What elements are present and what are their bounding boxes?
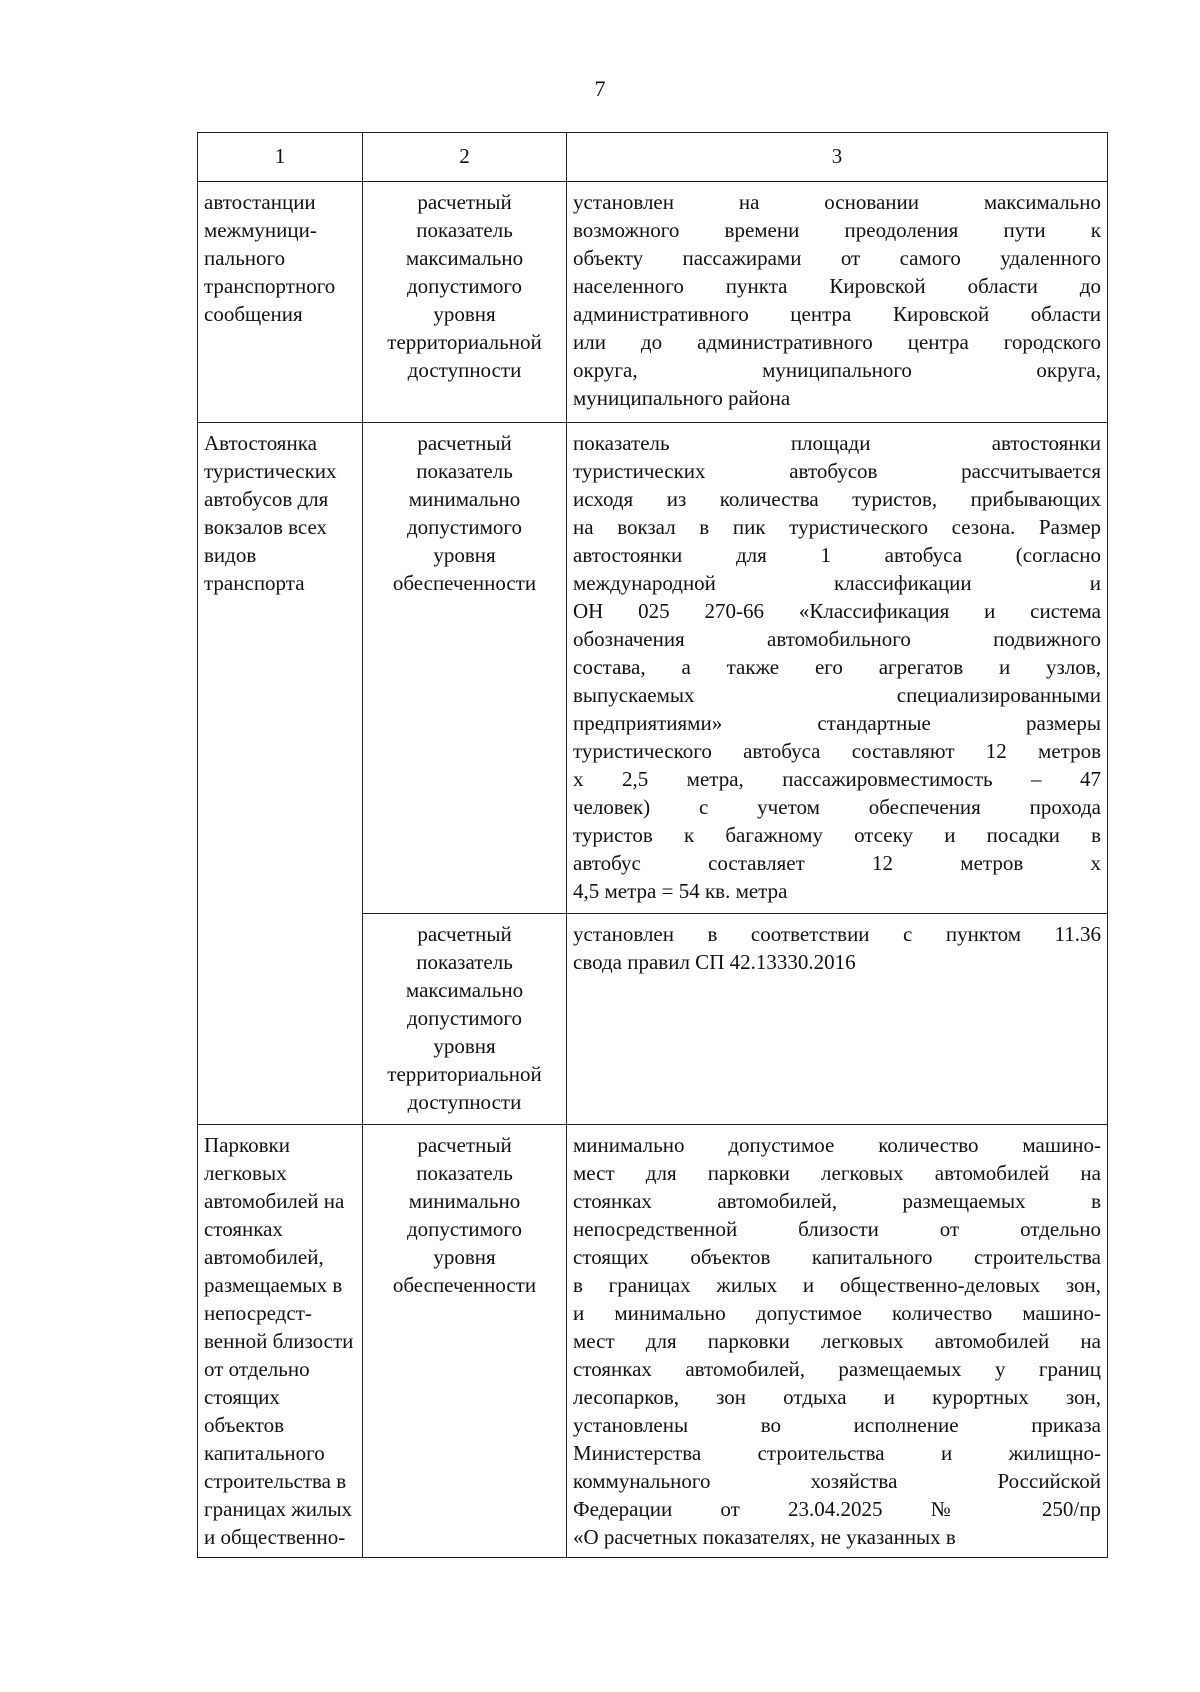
cell-text-line: показатель (416, 950, 513, 974)
cell-text-line: показатель (416, 218, 513, 242)
cell-text-line: пального (204, 246, 286, 270)
cell-text-line: лесопарков, зон отдыха и курортных зон, (573, 1385, 1101, 1409)
cell-text-line: расчетный (417, 1133, 512, 1157)
cell-text-line: от отдельно (204, 1357, 310, 1381)
cell-text-line: мест для парковки легковых автомобилей на (573, 1329, 1101, 1353)
page-number: 7 (594, 76, 606, 101)
cell-text-line: выпускаемых специализированными (573, 683, 1101, 707)
cell-text-line: уровня (433, 543, 496, 567)
cell-text-line: транспорта (204, 571, 305, 595)
cell-text-line: возможного времени преодоления пути к (573, 218, 1101, 242)
cell-text-line: стоящих объектов капитального строительства (573, 1245, 1101, 1269)
cell-text-line: установлен в соответствии с пунктом 11.36 (573, 922, 1101, 946)
cell-text-line: туристических (204, 459, 337, 483)
cell-text-line: доступности (407, 358, 522, 382)
cell-text-line: расчетный (417, 431, 512, 455)
cell-text-line: венной близости (204, 1329, 354, 1353)
cell-text-line: округа, муниципального округа, (573, 358, 1101, 382)
cell-text-line: туристов к багажному отсеку и посадки в (573, 823, 1101, 847)
cell-text-line: минимально допустимое количество машино- (573, 1133, 1101, 1157)
cell-text-line: «О расчетных показателях, не указанных в (573, 1525, 956, 1549)
cell-text-line: человек) с учетом обеспечения прохода (573, 795, 1101, 819)
indicator-type-cell (363, 423, 567, 914)
cell-text-line: предприятиями» стандартные размеры (573, 711, 1101, 735)
cell-text-line: непосредственной близости от отдельно (573, 1217, 1101, 1241)
cell-text-line: минимально (408, 487, 521, 511)
indicator-description-cell (567, 182, 1108, 423)
cell-text-line: территориальной (387, 1062, 542, 1086)
cell-text-line: или до административного центра городского (573, 330, 1101, 354)
object-name-cell (198, 182, 363, 423)
cell-text-line: максимально (405, 246, 524, 270)
table-row (198, 423, 1108, 914)
cell-text-line: стоящих (204, 1385, 280, 1409)
indicator-description-cell (567, 914, 1108, 1125)
cell-text-line: автобус составляет 12 метров х (573, 851, 1101, 875)
cell-text-line: обеспеченности (392, 571, 537, 595)
cell-text-line: муниципального района (573, 386, 791, 410)
cell-text-line: туристических автобусов рассчитывается (573, 459, 1101, 483)
cell-text-line: Парковки (204, 1133, 290, 1157)
table-header-row (198, 133, 1108, 182)
cell-text-line: допустимого (406, 1006, 523, 1030)
cell-text-line: автобусов для (204, 487, 329, 511)
cell-text-line: допустимого (406, 515, 523, 539)
cell-text-line: административного центра Кировской области (573, 302, 1101, 326)
cell-text-line: Федерации от 23.04.2025 № 250/пр (573, 1497, 1101, 1521)
cell-text-line: уровня (433, 1034, 496, 1058)
cell-text-line: х 2,5 метра, пассажировместимость – 47 (573, 767, 1101, 791)
cell-text-line: капитального (204, 1441, 325, 1465)
column-header-3: 3 (567, 133, 1108, 182)
cell-text-line: ОН 025 270-66 «Классификация и система (573, 599, 1101, 623)
indicator-type-cell (363, 914, 567, 1125)
cell-text-line: туристического автобуса составляют 12 метров (573, 739, 1101, 763)
cell-text-line: свода правил СП 42.13330.2016 (573, 950, 856, 974)
column-header-1: 1 (198, 133, 363, 182)
cell-text-line: расчетный (417, 922, 512, 946)
object-name-cell (198, 423, 363, 1125)
indicator-type-cell (363, 1125, 567, 1558)
indicator-description-cell (567, 1125, 1108, 1558)
cell-text-line: коммунального хозяйства Российской (573, 1469, 1101, 1493)
cell-text-line: межмуници- (204, 218, 317, 242)
cell-text-line: стоянках автомобилей, размещаемых в (573, 1189, 1101, 1213)
cell-text-line: территориальной (387, 330, 542, 354)
cell-text-line: 4,5 метра = 54 кв. метра (573, 879, 788, 903)
column-header-2: 2 (363, 133, 567, 182)
table-row (198, 182, 1108, 423)
cell-text-line: автостанции (204, 190, 316, 214)
table-row (198, 1125, 1108, 1558)
cell-text-line: строительства в (204, 1469, 347, 1493)
cell-text-line: объектов (204, 1413, 285, 1437)
cell-text-line: показатель площади автостоянки (573, 431, 1101, 455)
cell-text-line: стоянках автомобилей, размещаемых у границ (573, 1357, 1101, 1381)
cell-text-line: объекту пассажирами от самого удаленного (573, 246, 1101, 270)
cell-text-line: установлены во исполнение приказа (573, 1413, 1101, 1437)
cell-text-line: стоянках (204, 1217, 283, 1241)
cell-text-line: доступности (407, 1090, 522, 1114)
cell-text-line: непосредст- (204, 1301, 312, 1325)
cell-text-line: исходя из количества туристов, прибывающих (573, 487, 1101, 511)
cell-text-line: границах жилых (204, 1497, 353, 1521)
cell-text-line: показатель (416, 459, 513, 483)
cell-text-line: автомобилей на (204, 1189, 345, 1213)
normatives-table (197, 132, 1108, 1558)
cell-text-line: автостоянки для 1 автобуса (согласно (573, 543, 1101, 567)
object-name-cell (198, 1125, 363, 1558)
cell-text-line: автомобилей, (204, 1245, 324, 1269)
cell-text-line: уровня (433, 1245, 496, 1269)
cell-text-line: видов (204, 543, 257, 567)
cell-text-line: сообщения (204, 302, 303, 326)
indicator-type-cell (363, 182, 567, 423)
cell-text-line: в границах жилых и общественно-деловых зон, (573, 1273, 1101, 1297)
cell-text-line: мест для парковки легковых автомобилей на (573, 1161, 1101, 1185)
cell-text-line: и общественно- (204, 1525, 346, 1549)
indicator-description-cell (567, 423, 1108, 914)
cell-text-line: транспортного (204, 274, 336, 298)
cell-text-line: размещаемых в (204, 1273, 343, 1297)
cell-text-line: и минимально допустимое количество машино- (573, 1301, 1101, 1325)
cell-text-line: населенного пункта Кировской области до (573, 274, 1101, 298)
cell-text-line: обеспеченности (392, 1273, 537, 1297)
cell-text-line: установлен на основании максимально (573, 190, 1101, 214)
cell-text-line: допустимого (406, 1217, 523, 1241)
cell-text-line: показатель (416, 1161, 513, 1185)
cell-text-line: состава, а также его агрегатов и узлов, (573, 655, 1101, 679)
cell-text-line: Автостоянка (204, 431, 317, 455)
cell-text-line: на вокзал в пик туристического сезона. Размер (573, 515, 1101, 539)
cell-text-line: минимально (408, 1189, 521, 1213)
cell-text-line: уровня (433, 302, 496, 326)
cell-text-line: максимально (405, 978, 524, 1002)
cell-text-line: обозначения автомобильного подвижного (573, 627, 1101, 651)
cell-text-line: расчетный (417, 190, 512, 214)
cell-text-line: допустимого (406, 274, 523, 298)
cell-text-line: международной классификации и (573, 571, 1101, 595)
cell-text-line: легковых (204, 1161, 287, 1185)
cell-text-line: Министерства строительства и жилищно- (573, 1441, 1101, 1465)
cell-text-line: вокзалов всех (204, 515, 328, 539)
